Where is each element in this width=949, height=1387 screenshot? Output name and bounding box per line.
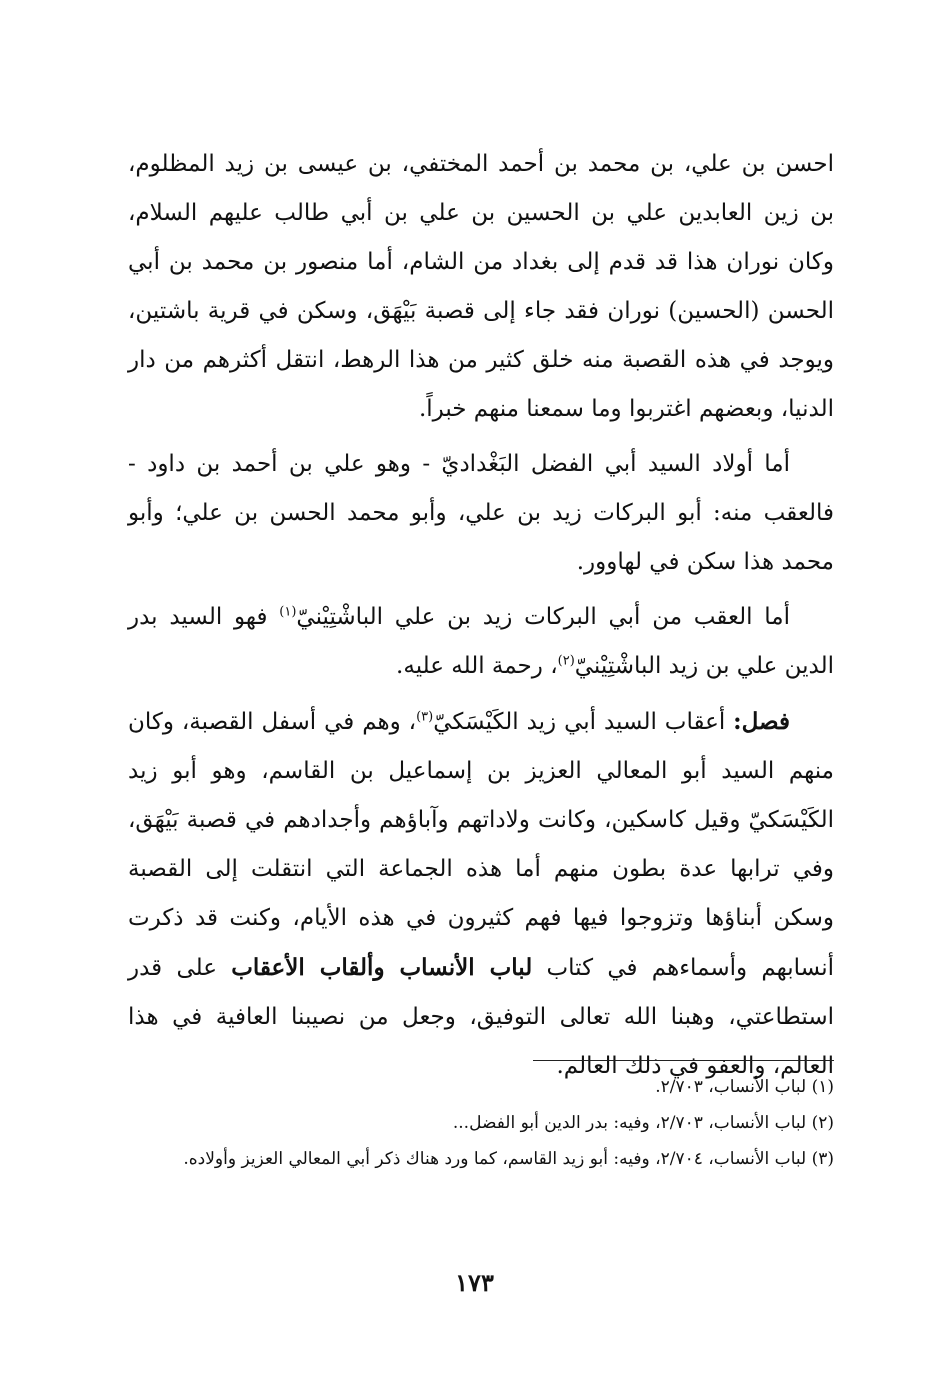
paragraph-3-text-c: ، رحمة الله عليه. (396, 653, 558, 679)
paragraph-2: أما أولاد السيد أبي الفضل البَغْداديّ - وهو علي بن أحمد بن داود - فالعقب منه: أبو البركات زيد بن علي، وأبو محمد الحسن بن علي؛ وأبو محمد هذا سكن في لهاوور. (128, 451, 834, 575)
paragraph-4-text-c: على قدر استطاعتي، وهبنا الله تعالى التوفيق، وجعل من نصيبنا العافية في هذا العالم، والعفو في ذلك العالم. (128, 955, 834, 1079)
footnote-3: (٣) لباب الأنساب، ٢/٧٠٤، وفيه: أبو زيد القاسم، كما ورد هناك ذكر أبي المعالي العزيز وأولاده. (183, 1149, 834, 1169)
footnote-1: (١) لباب الأنساب، ٢/٧٠٣. (655, 1077, 834, 1097)
footnote-ref-2: (٢) (557, 653, 575, 669)
footnote-ref-3: (٣) (416, 709, 434, 725)
footnote-2: (٢) لباب الأنساب، ٢/٧٠٣، وفيه: بدر الدين أبو الفضل... (452, 1113, 834, 1133)
paragraph-3-text-a: أما العقب من أبي البركات زيد بن علي الباشْتِيْنيّ (296, 604, 790, 630)
paragraph-4-text-b: ، وهم في أسفل القصبة، وكان منهم السيد أبو المعالي العزيز بن إسماعيل بن القاسم، وهو أبو زيد الكَيْسَكيّ وقيل كاسكين، وكانت ولاداتهم وآباؤهم وأجدادهم في قصبة بَيْهَق، وفي ترابها عدة بطون منهم أما هذه الجماعة التي انتقلت إلى القصبة وسكن أبناؤها وتزوجوا فيها فهم كثيرون في هذه الأيام، وكنت قد ذكرت أنسابهم وأسماءهم في كتاب (128, 709, 834, 981)
footnote-divider (533, 1060, 834, 1061)
main-text (128, 140, 834, 1091)
paragraph-4 (128, 697, 834, 1091)
page-number: ١٧٣ (455, 1268, 494, 1297)
paragraph-3 (128, 593, 834, 691)
footnote-ref-1: (١) (279, 604, 297, 620)
footnotes (180, 1077, 834, 1185)
paragraph-3-text-b: فهو السيد بدر الدين علي بن زيد الباشْتِيْنيّ (128, 604, 834, 679)
paragraph-1: احسن بن علي، بن محمد بن أحمد المختفي، بن عيسى بن زيد المظلوم، بن زين العابدين علي بن الحسين بن علي بن أبي طالب عليهم السلام، وكان نوران هذا قد قدم إلى بغداد من الشام، أما منصور بن محمد بن أبي الحسن (الحسين) نوران فقد جاء إلى قصبة بَيْهَق، وسكن في قرية باشتين، ويوجد في هذه القصبة منه خلق كثير من هذا الرهط، انتقل أكثرهم من دار الدنيا، وبعضهم اغتربوا وما سمعنا منهم خبراً. (128, 151, 834, 422)
section-label: فصل: (733, 708, 790, 735)
paragraph-4-text-a: أعقاب السيد أبي زيد الكَيْسَكيّ (433, 709, 734, 735)
book-title: لباب الأنساب وألقاب الأعقاب (231, 954, 533, 981)
